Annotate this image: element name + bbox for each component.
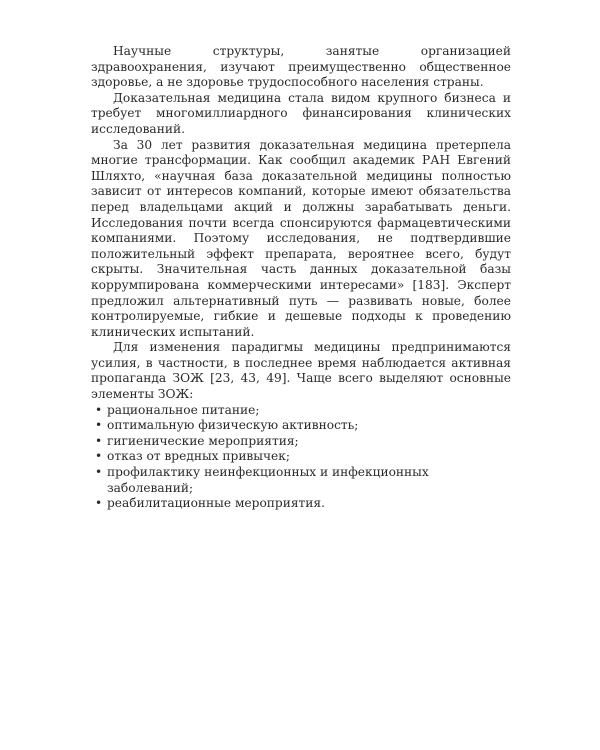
list-item-text: гигиенические мероприятия; xyxy=(107,433,299,448)
list-item-text: отказ от вредных привычек; xyxy=(107,449,290,464)
list-item-text: профилактику неинфекционных и инфекционных заболеваний; xyxy=(107,465,429,495)
paragraph-evidence-transformation: За 30 лет развития доказательная медицина претерпела многие трансформации. Как сообщил академик РАН Евгений Шляхто, «научная база доказательной медицины полностью зависит от интересов компаний, которые имеют обязательства перед владельцами акций и должны зарабатывать деньги. Исследования почти всегда спонсируются фармацевтическими компаниями. Поэтому исследования, не подтвердившие положительный эффект препарата, вероятнее всего, будут скрыты. Значительная часть данных доказательной базы коррумпирована коммерческими интересами» [183]. Эксперт предложил альтернативный путь — развивать новые, более контролируемые, гибкие и дешевые подходы к проведению клинических испытаний. xyxy=(91,137,511,339)
list-item-text: реабилитационные мероприятия. xyxy=(107,496,325,511)
bullet-icon: • xyxy=(95,418,103,433)
bullet-icon: • xyxy=(95,449,103,464)
list-item xyxy=(91,496,511,512)
healthy-lifestyle-list xyxy=(91,403,511,512)
bullet-icon: • xyxy=(95,465,103,480)
list-item xyxy=(91,465,511,496)
list-item xyxy=(91,434,511,450)
list-item xyxy=(91,403,511,419)
bullet-icon: • xyxy=(95,402,103,417)
list-item xyxy=(91,449,511,465)
bullet-icon: • xyxy=(95,433,103,448)
list-item-text: оптимальную физическую активность; xyxy=(107,418,359,433)
list-item xyxy=(91,418,511,434)
bullet-icon: • xyxy=(95,496,103,511)
paragraph-public-health: Научные структуры, занятые организацией здравоохранения, изучают преимущественно общественное здоровье, а не здоровье трудоспособного населения страны. xyxy=(91,44,511,90)
paragraph-healthy-lifestyle: Для изменения парадигмы медицины предпринимаются усилия, в частности, в последнее время наблюдается активная пропаганда ЗОЖ [23, 43, 49]. Чаще всего выделяют основные элементы ЗОЖ: xyxy=(91,340,511,402)
paragraph-evidence-business: Доказательная медицина стала видом крупного бизнеса и требует многомиллиардного финансирования клинических исследований. xyxy=(91,90,511,136)
list-item-text: рациональное питание; xyxy=(107,402,260,417)
body-text xyxy=(91,44,511,512)
